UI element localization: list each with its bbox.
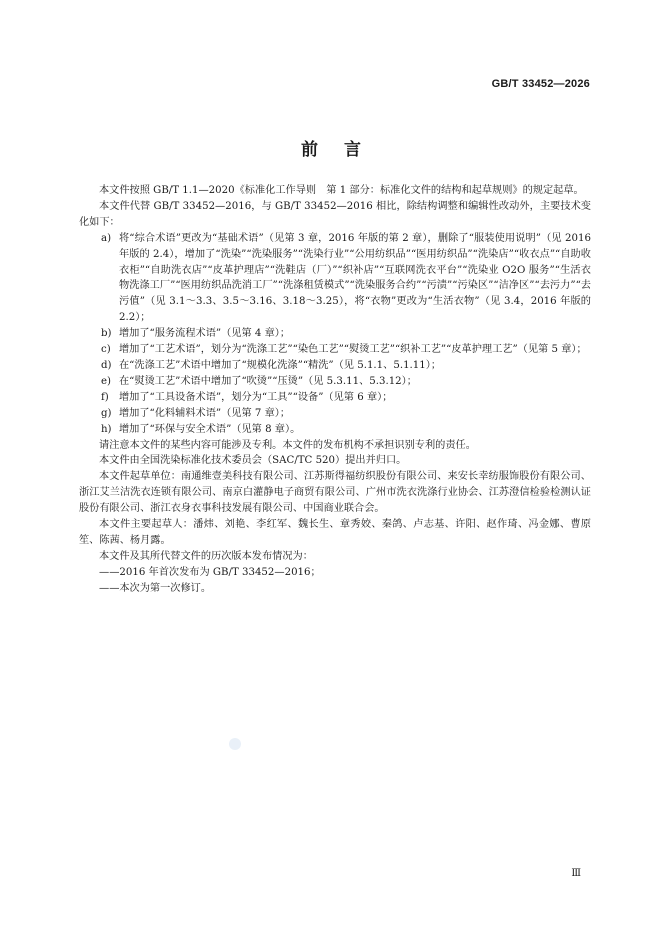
paragraph: 本文件按照 GB/T 1.1—2020《标准化工作导则 第 1 部分：标准化文件的结构和起草规则》的规定起草。: [99, 185, 584, 196]
list-marker: c): [101, 344, 111, 356]
document-body: [79, 183, 591, 597]
paragraph: 本文件起草单位：南通维壹美科技有限公司、江苏斯得福纺织股份有限公司、来安长幸纺服饰股份有限公司、浙江艾兰洁洗衣连锁有限公司、南京白灌静电子商贸有限公司、广州市洗衣洗涤行业协会、江苏澄信检验检测认证股份有限公司、浙江衣身衣事科技发展有限公司、中国商业联合会。: [79, 471, 591, 515]
list-text: 增加了“化料辅料术语”（见第 7 章）；: [119, 407, 291, 419]
list-item: [79, 374, 591, 390]
list-item: [79, 358, 591, 374]
list-item: [79, 326, 591, 342]
list-marker: f): [101, 391, 109, 403]
list-marker: a): [101, 232, 112, 244]
list-text: 在“熨烫工艺”术语中增加了“吹烫”“压烫”（见 5.3.11、5.3.12）；: [119, 375, 417, 387]
list-text: 增加了“环保与安全术语”（见第 8 章）。: [119, 423, 301, 435]
history-item: ——2016 年首次发布为 GB/T 33452—2016；: [99, 566, 321, 578]
history-item: ——本次为第一次修订。: [99, 582, 212, 594]
list-marker: d): [101, 359, 112, 371]
page-number: Ⅲ: [571, 868, 580, 879]
paragraph: 本文件主要起草人：潘炜、刘艳、李红军、魏长生、章秀姣、秦鸽、卢志基、许阳、赵作琦、冯金娜、曹原笙、陈茜、杨月露。: [79, 519, 591, 546]
list-marker: g): [101, 407, 112, 419]
page-title: 前言: [301, 140, 387, 159]
paragraph: 请注意本文件的某些内容可能涉及专利。本文件的发布机构不承担识别专利的责任。: [99, 439, 476, 451]
list-text: 在“洗涤工艺”术语中增加了“规模化洗涤”“精洗”（见 5.1.1、5.1.11）；: [119, 359, 442, 371]
list-item: [79, 342, 591, 358]
list-item: [79, 422, 591, 438]
list-text: 增加了“工艺术语”，划分为“洗涤工艺”“染色工艺”“熨烫工艺”“织补工艺”“皮革护理工艺”（见第 5 章）；: [119, 344, 587, 356]
list-text: 增加了“工具设备术语”，划分为“工具”“设备”（见第 6 章）；: [119, 391, 393, 403]
standard-code: GB/T 33452—2026: [491, 78, 590, 90]
list-text: 将“综合术语”更改为“基础术语”（见第 3 章，2016 年版的第 2 章），删除了“服装使用说明”（见 2016 年版的 2.4），增加了“洗染”“洗染服务”“洗染行业”“公用纺织品”“医用纺织品”“洗染店”“收衣点”“自助收衣柜”“自助洗衣店”“皮革护理店”“洗鞋店（厂）”“织补店”“互联网洗衣平台”“洗染业 O2O 服务”“生活衣物洗涤工厂”“医用纺织品洗消工厂”“洗涤租赁模式”“洗染服务合约”“污渍”“污染区”“洁净区”“去污力”“去污值”（见 3.1～3.3、3.5～3.16、3.18～3.25），将“衣物”更改为“生活衣物”（见 3.4，2016 年版的 2.2）；: [119, 232, 591, 324]
list-item: [79, 406, 591, 422]
paragraph: 本文件代替 GB/T 33452—2016，与 GB/T 33452—2016 相比，除结构调整和编辑性改动外，主要技术变化如下：: [79, 200, 591, 228]
list-text: 增加了“服务流程术语”（见第 4 章）；: [119, 328, 291, 340]
paragraph: 本文件由全国洗染标准化技术委员会（SAC/TC 520）提出并归口。: [99, 455, 407, 467]
list-item: [79, 231, 591, 326]
change-list: [79, 231, 591, 438]
list-marker: b): [101, 328, 112, 340]
list-item: [79, 390, 591, 406]
list-marker: e): [101, 375, 112, 387]
list-marker: h): [101, 423, 112, 435]
watermark-icon: [229, 738, 241, 750]
paragraph: 本文件及其所代替文件的历次版本发布情况为：: [99, 550, 313, 562]
